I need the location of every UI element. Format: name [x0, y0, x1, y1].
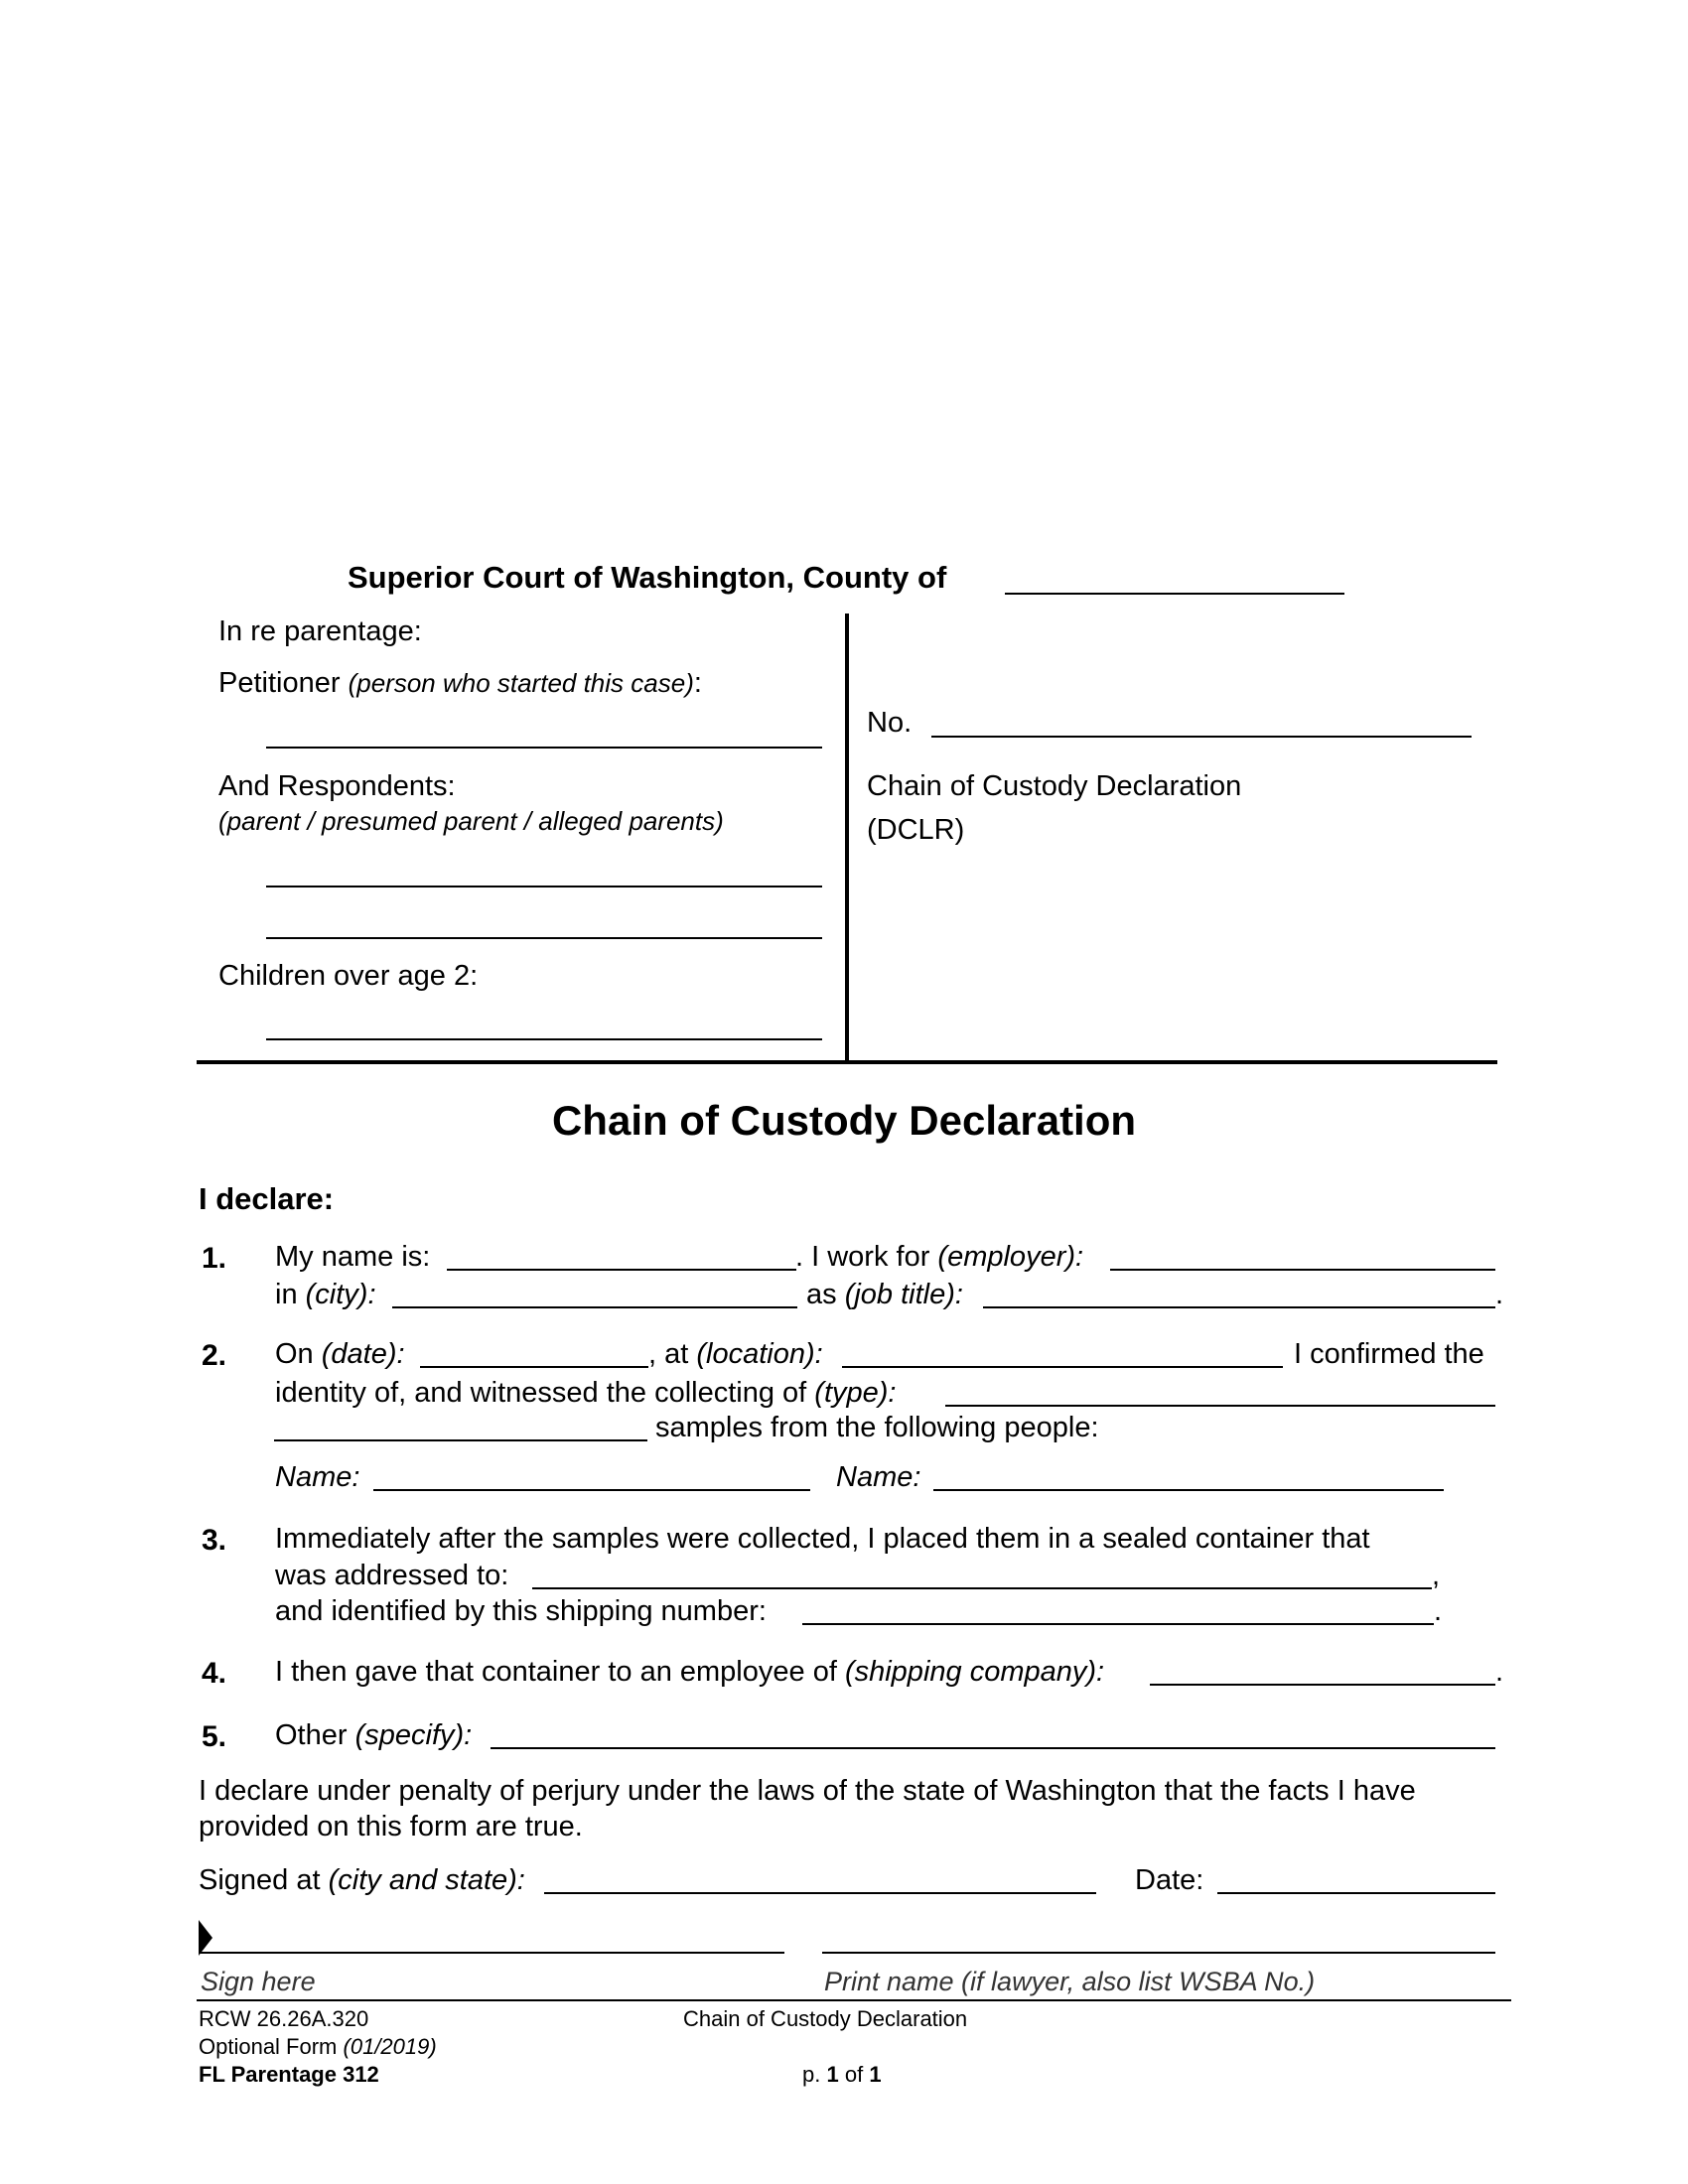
shipping-number-field[interactable] [802, 1623, 1434, 1625]
petitioner-field[interactable] [266, 747, 822, 749]
sample-type-field-2[interactable] [274, 1439, 647, 1441]
signed-at-label: Signed at (city and state): [199, 1864, 525, 1896]
court-title: Superior Court of Washington, County of [348, 560, 947, 595]
date-signed-field[interactable] [1217, 1892, 1495, 1894]
other-field[interactable] [491, 1747, 1495, 1749]
date-signed-label: Date: [1135, 1864, 1204, 1896]
perjury-line-1: I declare under penalty of perjury under the laws of the state of Washington that the facts I have [199, 1775, 1416, 1807]
samples-text: samples from the following people: [655, 1412, 1099, 1443]
print-name-label: Print name (if lawyer, also list WSBA No.) [824, 1967, 1316, 1996]
print-name-field[interactable] [822, 1952, 1495, 1954]
footer-optional-form: Optional Form (01/2019) [199, 2034, 437, 2059]
case-number-field[interactable] [931, 736, 1472, 738]
item-number-1: 1. [202, 1242, 227, 1275]
city-label: in (city): [275, 1279, 376, 1310]
children-field[interactable] [266, 1038, 822, 1040]
respondent-field-2[interactable] [266, 937, 822, 939]
petitioner-label: Petitioner (person who started this case): [218, 667, 702, 699]
date-label: On (date): [275, 1338, 405, 1370]
caption-rule [197, 1060, 1497, 1064]
in-re-label: In re parentage: [218, 615, 422, 647]
signed-at-field[interactable] [544, 1892, 1096, 1894]
addressed-to-field[interactable] [532, 1587, 1432, 1589]
location-label: , at (location): [648, 1338, 823, 1370]
item-number-3: 3. [202, 1524, 227, 1557]
shipping-company-field[interactable] [1150, 1684, 1495, 1686]
form-title-line1: Chain of Custody Declaration [867, 770, 1242, 802]
location-field[interactable] [842, 1366, 1283, 1368]
identity-text: identity of, and witnessed the collecting of (type): [275, 1377, 897, 1409]
person-1-name-label: Name: [275, 1461, 360, 1493]
footer-rule [197, 1999, 1511, 2001]
confirmed-text: I confirmed the [1294, 1338, 1484, 1370]
item-number-5: 5. [202, 1720, 227, 1753]
period-3: . [1434, 1595, 1443, 1627]
sign-arrow-icon [199, 1920, 216, 1956]
employer-field[interactable] [1110, 1269, 1495, 1271]
item-4-text: I then gave that container to an employee of (shipping company): [275, 1656, 1105, 1688]
period-1: . [1495, 1279, 1504, 1310]
footer-title: Chain of Custody Declaration [683, 2006, 968, 2031]
my-name-label: My name is: [275, 1241, 431, 1273]
city-field[interactable] [392, 1306, 797, 1308]
respondent-field-1[interactable] [266, 886, 822, 887]
item-number-2: 2. [202, 1339, 227, 1372]
children-label: Children over age 2: [218, 960, 479, 992]
addressed-label: was addressed to: [275, 1560, 509, 1591]
job-title-field[interactable] [983, 1306, 1495, 1308]
person-2-name-label: Name: [836, 1461, 921, 1493]
declarant-name-field[interactable] [447, 1269, 796, 1271]
footer-rcw: RCW 26.26A.320 [199, 2006, 369, 2031]
respondents-label: And Respondents: [218, 770, 456, 802]
person-2-name-field[interactable] [933, 1489, 1444, 1491]
perjury-line-2: provided on this form are true. [199, 1811, 583, 1843]
shipping-number-label: and identified by this shipping number: [275, 1595, 767, 1627]
comma-3: , [1432, 1560, 1441, 1591]
form-title-line2: (DCLR) [867, 814, 965, 846]
other-label: Other (specify): [275, 1719, 473, 1751]
footer-form-number: FL Parentage 312 [199, 2062, 379, 2087]
item-3-text: Immediately after the samples were collected, I placed them in a sealed container that [275, 1523, 1370, 1555]
sign-here-label: Sign here [201, 1967, 316, 1996]
declare-heading: I declare: [199, 1181, 335, 1216]
item-number-4: 4. [202, 1657, 227, 1690]
county-field[interactable] [1005, 593, 1344, 595]
signature-field[interactable] [199, 1952, 784, 1954]
job-title-label: as (job title): [806, 1279, 963, 1310]
collection-date-field[interactable] [420, 1366, 648, 1368]
case-no-label: No. [867, 707, 913, 739]
sample-type-field[interactable] [945, 1405, 1495, 1407]
caption-divider [845, 614, 849, 1060]
work-for-label: . I work for (employer): [795, 1241, 1084, 1273]
footer-page-number: p. 1 of 1 [802, 2062, 882, 2087]
respondents-hint: (parent / presumed parent / alleged parents) [218, 806, 724, 836]
person-1-name-field[interactable] [373, 1489, 810, 1491]
period-4: . [1495, 1656, 1504, 1688]
main-title: Chain of Custody Declaration [551, 1097, 1137, 1144]
